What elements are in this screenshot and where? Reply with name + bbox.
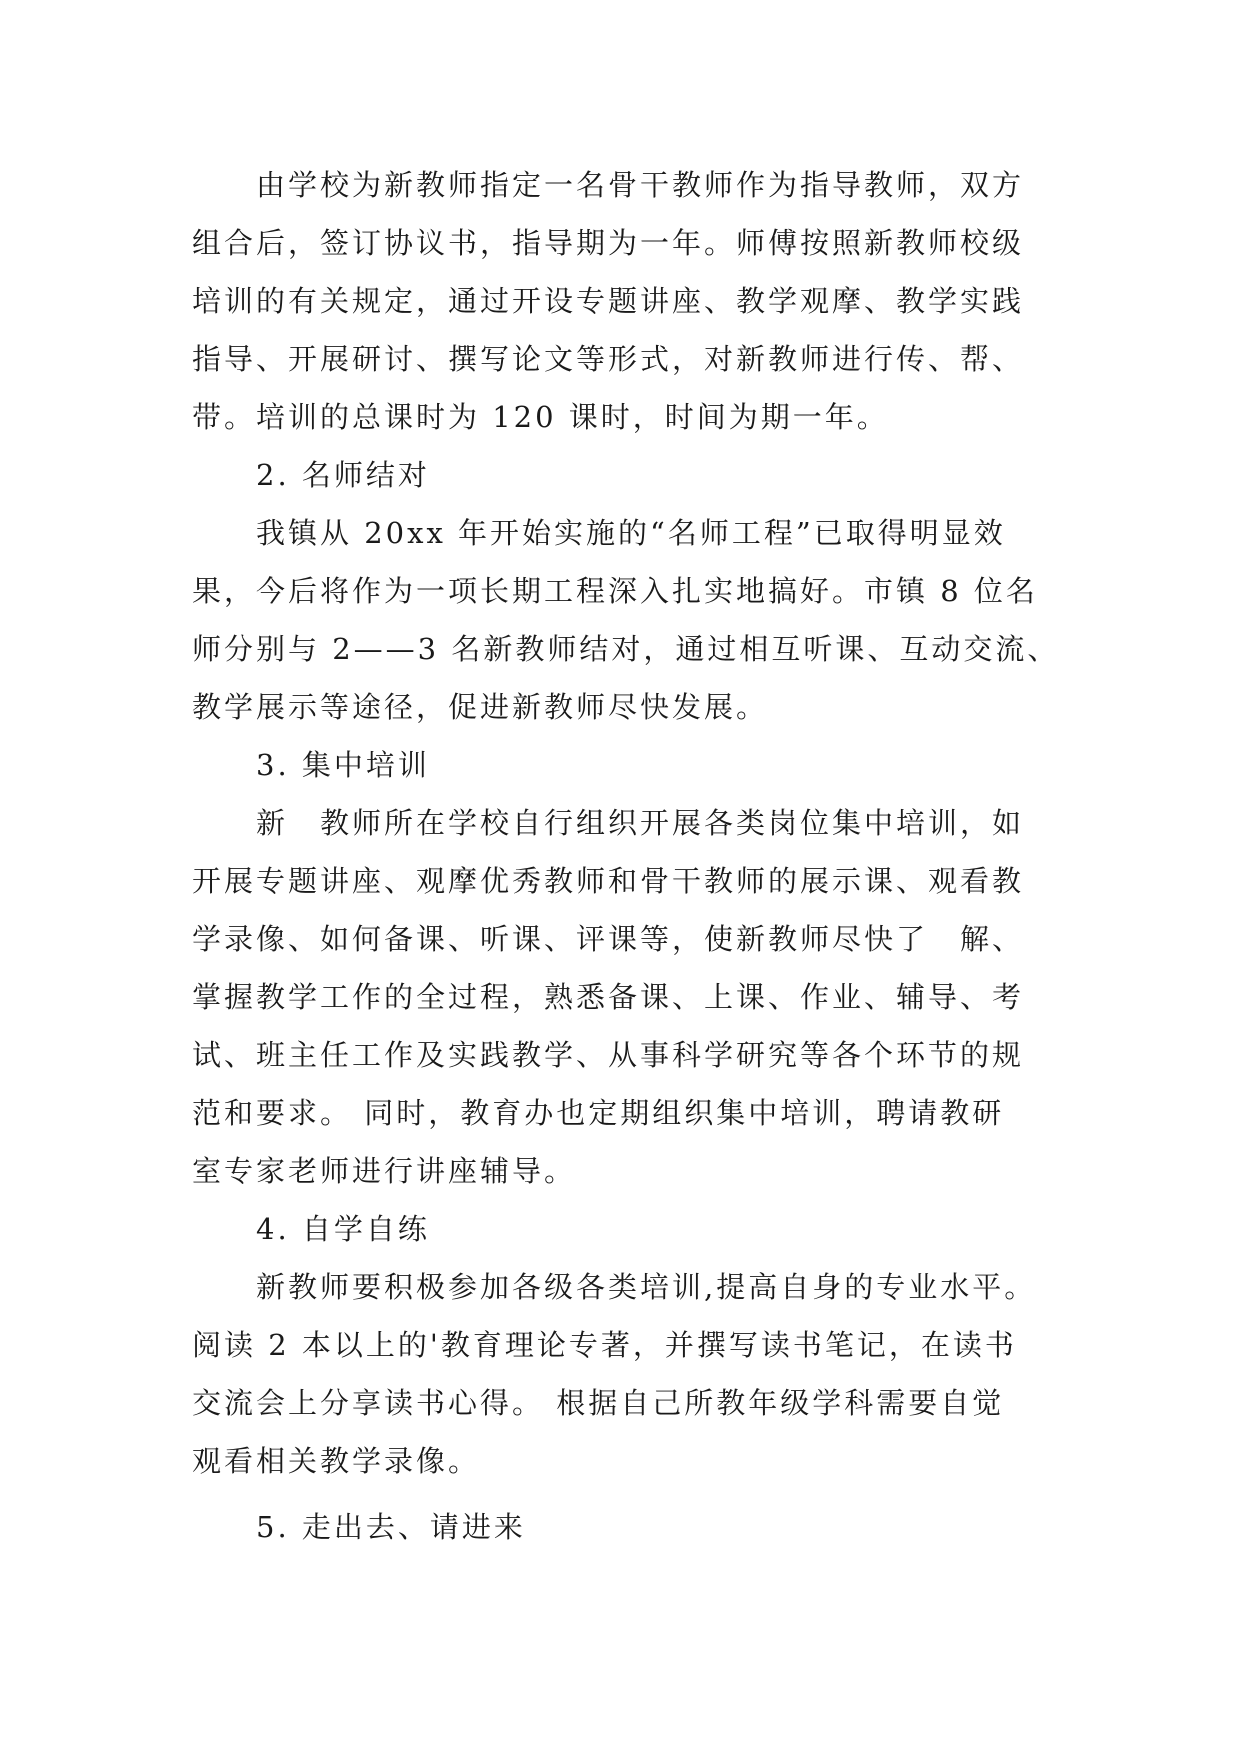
text-line: 我镇从 20xx 年开始实施的“名师工程”已取得明显效 — [256, 516, 1006, 550]
section-heading: 5. 走出去、请进来 — [256, 1510, 526, 1544]
text-line: 师分别与 2——3 名新教师结对，通过相互听课、互动交流、 — [192, 632, 1060, 666]
text-line: 带。培训的总课时为 120 课时，时间为期一年。 — [192, 400, 889, 434]
text-line: 观看相关教学录像。 — [192, 1444, 481, 1478]
text-line: 交流会上分享读书心得。 根据自己所教年级学科需要自觉 — [192, 1386, 1005, 1420]
text-line: 果，今后将作为一项长期工程深入扎实地搞好。市镇 8 位名 — [192, 574, 1038, 608]
text-line: 指导、开展研讨、撰写论文等形式，对新教师进行传、帮、 — [192, 342, 1025, 376]
section-heading: 2. 名师结对 — [256, 458, 430, 492]
paragraph-centralized-training — [192, 794, 1072, 1200]
paragraph-mentor-guidance — [192, 156, 1072, 446]
paragraph-self-study — [192, 1258, 1072, 1490]
text-line: 掌握教学工作的全过程，熟悉备课、上课、作业、辅导、考 — [192, 980, 1025, 1014]
paragraph-famous-teacher-pairing — [192, 504, 1072, 736]
text-line: 开展专题讲座、观摩优秀教师和骨干教师的展示课、观看教 — [192, 864, 1025, 898]
text-line: 组合后，签订协议书，指导期为一年。师傅按照新教师校级 — [192, 226, 1025, 260]
text-line: 教学展示等途径，促进新教师尽快发展。 — [192, 690, 769, 724]
text-line: 范和要求。 同时，教育办也定期组织集中培训，聘请教研 — [192, 1096, 1005, 1130]
section-heading: 4. 自学自练 — [256, 1212, 430, 1246]
document-body — [192, 156, 1072, 1556]
section-heading: 3. 集中培训 — [256, 748, 430, 782]
text-line: 培训的有关规定，通过开设专题讲座、教学观摩、教学实践 — [192, 284, 1025, 318]
text-line: 新教师要积极参加各级各类培训,提高自身的专业水平。 — [256, 1270, 1037, 1304]
text-line: 学录像、如何备课、听课、评课等，使新教师尽快了 解、 — [192, 922, 1025, 956]
heading-famous-teacher-pairing — [192, 446, 1072, 504]
text-line: 室专家老师进行讲座辅导。 — [192, 1154, 577, 1188]
text-line: 阅读 2 本以上的'教育理论专著，并撰写读书笔记，在读书 — [192, 1328, 1017, 1362]
heading-self-study — [192, 1200, 1072, 1258]
text-line: 试、班主任工作及实践教学、从事科学研究等各个环节的规 — [192, 1038, 1025, 1072]
heading-go-out-invite-in — [192, 1498, 1072, 1556]
text-line: 新 教师所在学校自行组织开展各类岗位集中培训，如 — [256, 806, 1025, 840]
text-line: 由学校为新教师指定一名骨干教师作为指导教师，双方 — [256, 168, 1025, 202]
heading-centralized-training — [192, 736, 1072, 794]
